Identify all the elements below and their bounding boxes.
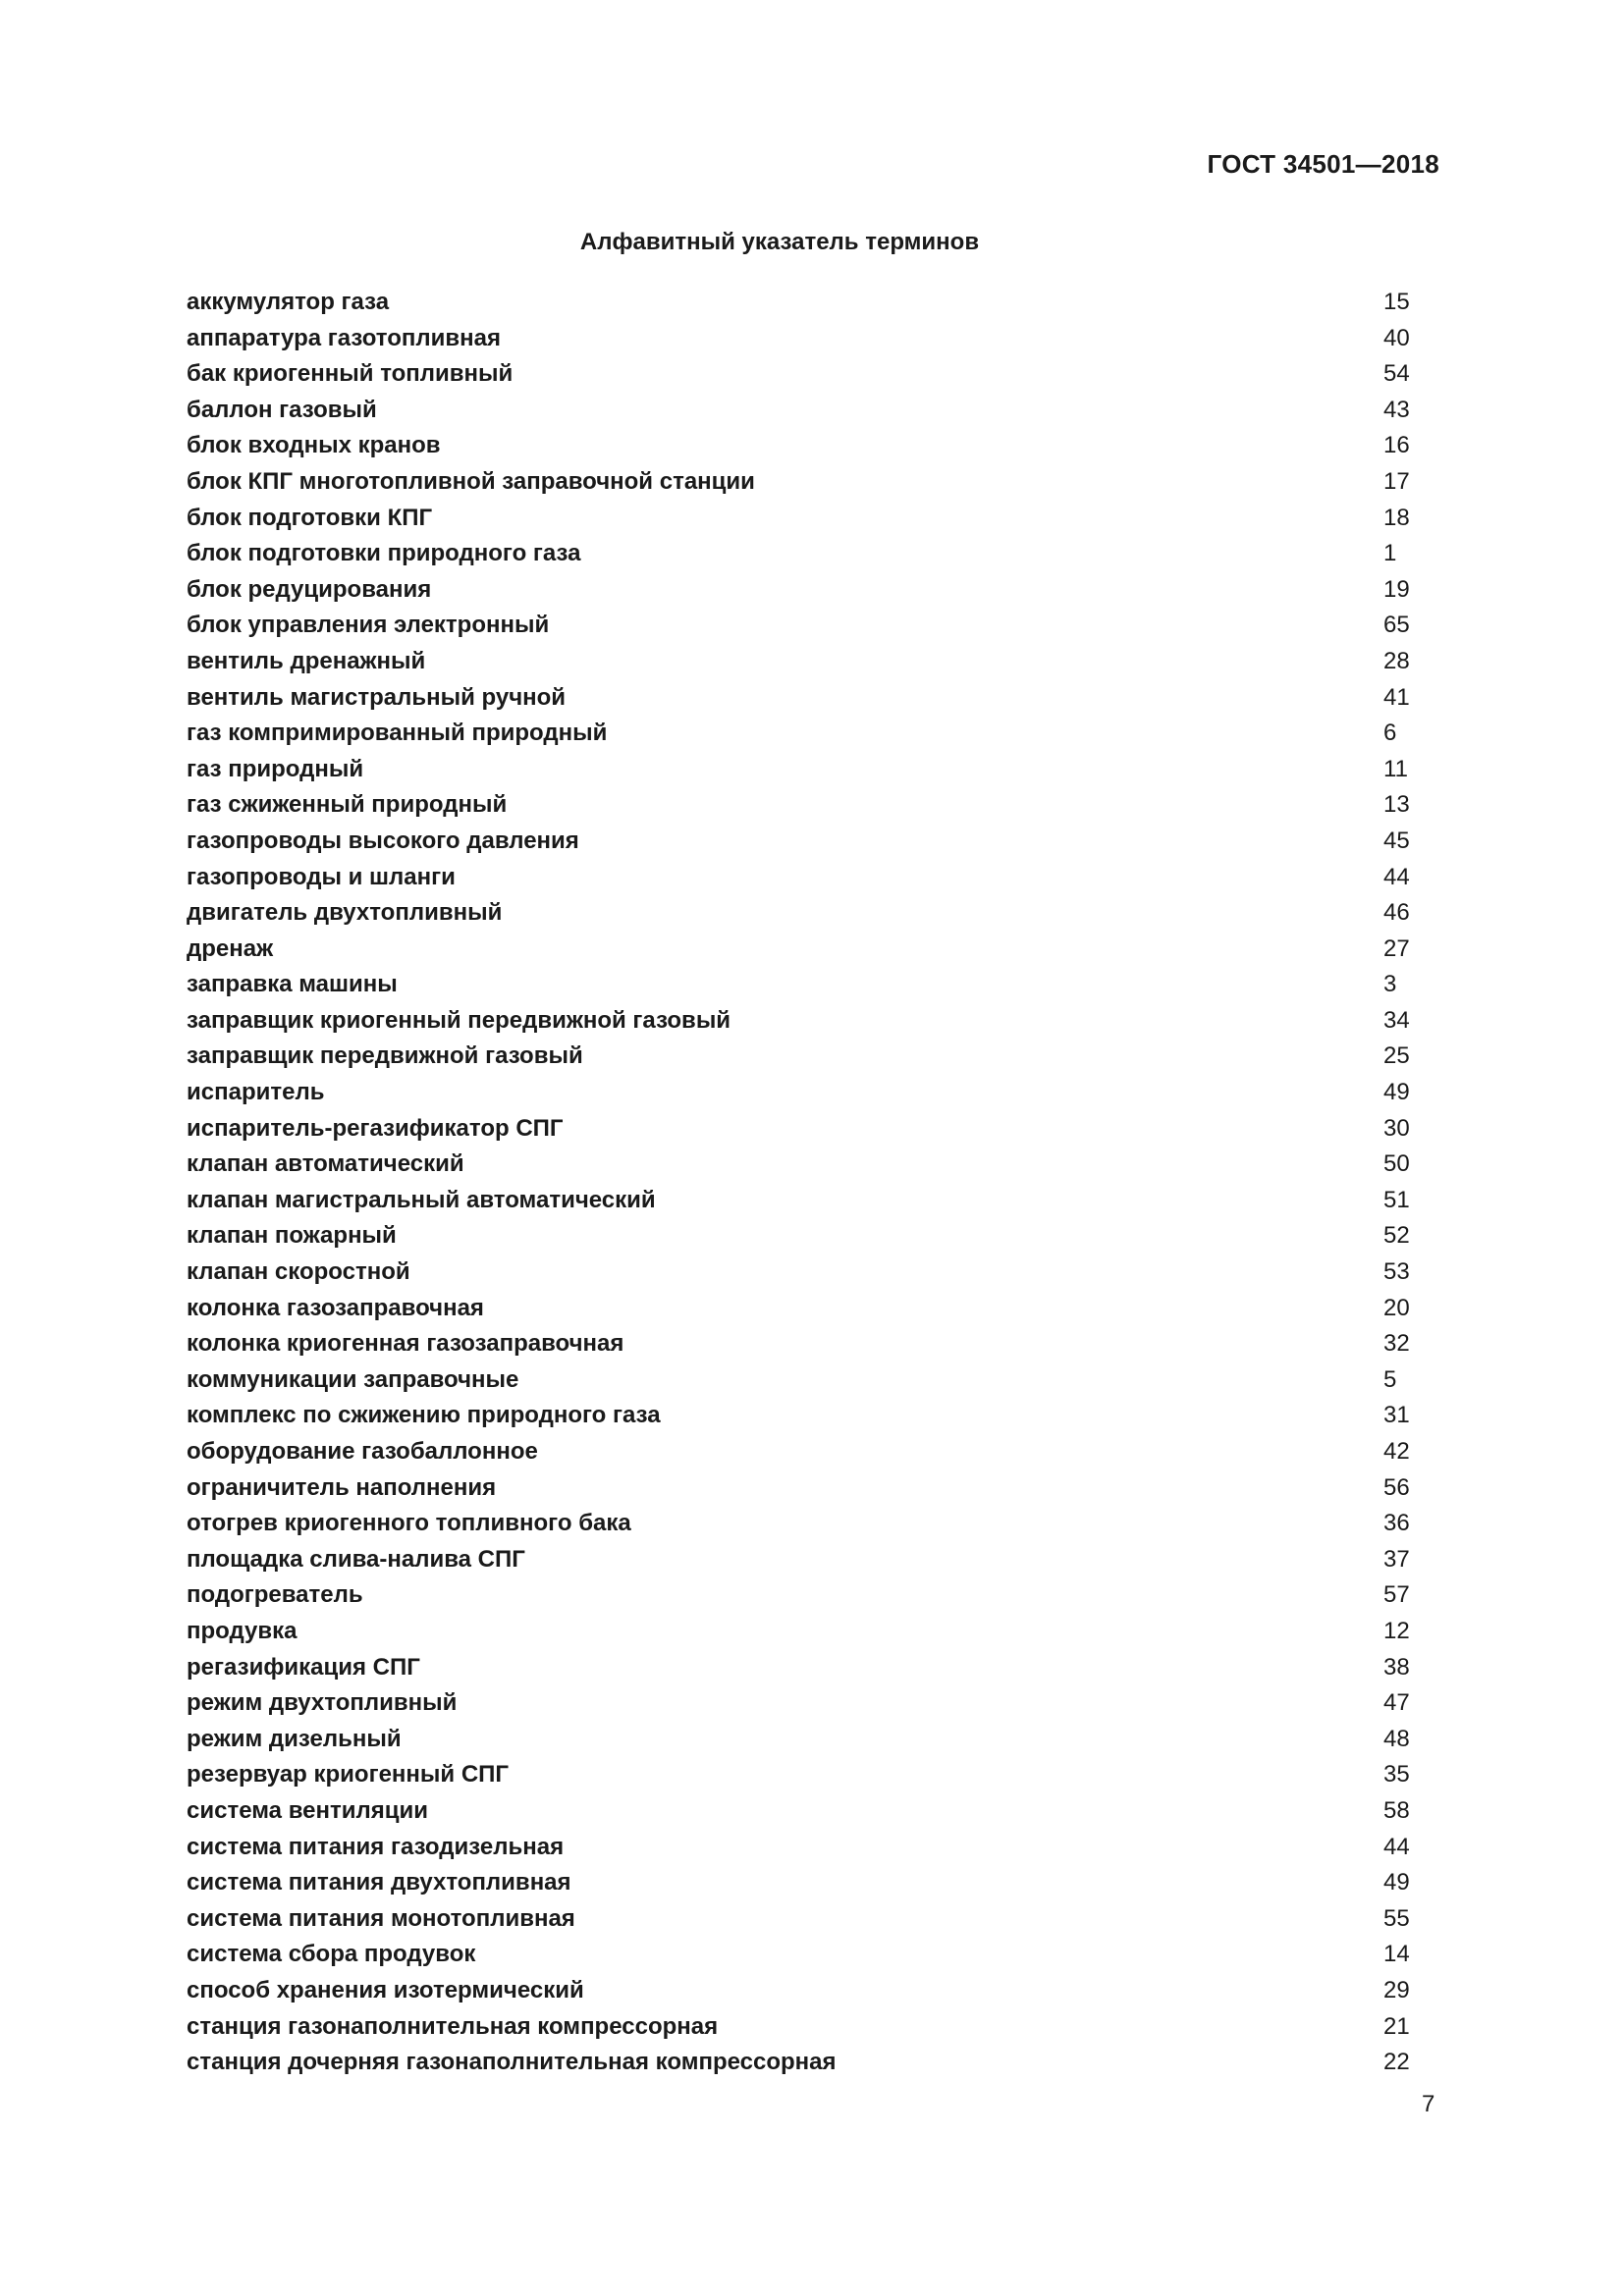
index-term-number: 5 <box>1383 1365 1397 1393</box>
index-term-number: 58 <box>1383 1796 1410 1824</box>
index-term-number: 44 <box>1383 863 1410 890</box>
index-term-number: 20 <box>1383 1294 1410 1321</box>
index-term: комплекс по сжижению природного газа <box>187 1402 661 1429</box>
index-entry <box>187 1506 1424 1542</box>
index-term: площадка слива-налива СПГ <box>187 1545 525 1573</box>
index-entry <box>187 1003 1424 1040</box>
index-term: блок КПГ многотопливной заправочной станции <box>187 467 755 495</box>
index-entry <box>187 1793 1424 1830</box>
index-term: газ компримированный природный <box>187 720 608 747</box>
index-term: газ природный <box>187 755 364 782</box>
index-term-number: 47 <box>1383 1689 1410 1717</box>
index-term: подогреватель <box>187 1581 363 1609</box>
index-entry <box>187 644 1424 680</box>
index-term: блок подготовки КПГ <box>187 504 433 531</box>
index-entry <box>187 716 1424 752</box>
index-entry <box>187 1398 1424 1434</box>
index-term-number: 17 <box>1383 467 1410 495</box>
index-term: дренаж <box>187 934 274 962</box>
index-term-number: 42 <box>1383 1438 1410 1465</box>
index-term: система сбора продувок <box>187 1941 476 1968</box>
index-entry <box>187 1830 1424 1866</box>
index-entry <box>187 1434 1424 1470</box>
index-entry <box>187 2009 1424 2046</box>
index-term-number: 29 <box>1383 1976 1410 2003</box>
index-entry <box>187 1326 1424 1362</box>
index-entry <box>187 572 1424 609</box>
index-term-number: 55 <box>1383 1904 1410 1932</box>
index-term: испаритель <box>187 1079 325 1106</box>
index-term-number: 19 <box>1383 575 1410 603</box>
index-entry <box>187 860 1424 896</box>
index-entry <box>187 1577 1424 1614</box>
index-term: аккумулятор газа <box>187 289 390 315</box>
index-term-number: 28 <box>1383 647 1410 674</box>
term-index-list <box>187 285 1424 2081</box>
index-term-number: 14 <box>1383 1941 1410 1968</box>
index-term-number: 43 <box>1383 396 1410 423</box>
index-entry <box>187 321 1424 357</box>
page-number: 7 <box>1422 2091 1435 2117</box>
index-term: блок входных кранов <box>187 432 441 459</box>
index-term: вентиль магистральный ручной <box>187 683 567 711</box>
index-term-number: 27 <box>1383 934 1410 962</box>
index-term-number: 51 <box>1383 1186 1410 1213</box>
index-term: станция газонаполнительная компрессорная <box>187 2012 719 2040</box>
index-term: баллон газовый <box>187 396 377 423</box>
index-term: газ сжиженный природный <box>187 791 508 819</box>
index-term-number: 11 <box>1383 755 1408 782</box>
index-term: заправка машины <box>187 971 398 998</box>
index-term: заправщик криогенный передвижной газовый <box>187 1006 731 1034</box>
index-term-number: 34 <box>1383 1006 1410 1034</box>
index-term: газопроводы и шланги <box>187 863 456 890</box>
index-term: коммуникации заправочные <box>187 1365 519 1393</box>
index-term: блок подготовки природного газа <box>187 540 581 567</box>
index-term: блок редуцирования <box>187 575 432 603</box>
index-term-number: 50 <box>1383 1150 1410 1178</box>
index-entry <box>187 1937 1424 1973</box>
index-term: система питания газодизельная <box>187 1833 565 1860</box>
index-entry <box>187 1218 1424 1255</box>
index-term: ограничитель наполнения <box>187 1473 497 1501</box>
index-term: заправщик передвижной газовый <box>187 1042 583 1070</box>
index-entry <box>187 2045 1424 2081</box>
index-term: вентиль дренажный <box>187 647 426 674</box>
index-entry <box>187 1722 1424 1758</box>
index-entry <box>187 680 1424 717</box>
index-entry <box>187 501 1424 537</box>
index-term: блок управления электронный <box>187 612 550 639</box>
index-entry <box>187 393 1424 429</box>
index-term-number: 54 <box>1383 360 1410 388</box>
index-term: регазификация СПГ <box>187 1653 420 1681</box>
index-entry <box>187 1075 1424 1111</box>
index-entry <box>187 1291 1424 1327</box>
index-term-number: 56 <box>1383 1473 1410 1501</box>
index-entry <box>187 895 1424 932</box>
document-code: ГОСТ 34501—2018 <box>1207 149 1439 179</box>
index-term-number: 37 <box>1383 1545 1410 1573</box>
index-term: станция дочерняя газонаполнительная компрессорная <box>187 2049 837 2076</box>
index-term-number: 41 <box>1383 683 1410 711</box>
index-entry <box>187 824 1424 860</box>
index-entry <box>187 464 1424 501</box>
index-term: отогрев криогенного топливного бака <box>187 1510 631 1537</box>
index-term: клапан автоматический <box>187 1150 464 1178</box>
index-term: испаритель-регазификатор СПГ <box>187 1114 564 1142</box>
index-term: газопроводы высокого давления <box>187 827 579 854</box>
index-term-number: 52 <box>1383 1222 1410 1250</box>
index-entry <box>187 1757 1424 1793</box>
index-term: система питания двухтопливная <box>187 1869 571 1896</box>
index-term-number: 40 <box>1383 324 1410 351</box>
index-entry <box>187 1039 1424 1075</box>
index-term-number: 12 <box>1383 1617 1410 1644</box>
index-entry <box>187 1865 1424 1901</box>
index-entry <box>187 967 1424 1003</box>
index-term: резервуар криогенный СПГ <box>187 1761 510 1789</box>
index-entry <box>187 1901 1424 1938</box>
index-entry <box>187 787 1424 824</box>
index-term: режим двухтопливный <box>187 1689 458 1717</box>
index-term-number: 3 <box>1383 971 1397 998</box>
index-entry <box>187 752 1424 788</box>
index-entry <box>187 608 1424 644</box>
index-term-number: 38 <box>1383 1653 1410 1681</box>
index-term-number: 30 <box>1383 1114 1410 1142</box>
index-term: колонка газозаправочная <box>187 1294 484 1321</box>
index-term: способ хранения изотермический <box>187 1976 584 2003</box>
index-entry <box>187 1542 1424 1578</box>
index-entry <box>187 1255 1424 1291</box>
index-term-number: 53 <box>1383 1258 1410 1286</box>
index-entry <box>187 1362 1424 1399</box>
index-term-number: 49 <box>1383 1079 1410 1106</box>
index-term: оборудование газобаллонное <box>187 1438 538 1465</box>
index-term: клапан магистральный автоматический <box>187 1186 656 1213</box>
index-term-number: 46 <box>1383 899 1410 927</box>
index-term: двигатель двухтопливный <box>187 899 503 927</box>
index-term-number: 16 <box>1383 432 1410 459</box>
index-entry <box>187 1973 1424 2009</box>
index-term-number: 35 <box>1383 1761 1410 1789</box>
index-term: колонка криогенная газозаправочная <box>187 1330 624 1358</box>
index-entry <box>187 1650 1424 1686</box>
index-term-number: 65 <box>1383 612 1410 639</box>
index-term-number: 49 <box>1383 1869 1410 1896</box>
index-term-number: 36 <box>1383 1510 1410 1537</box>
index-term: клапан скоростной <box>187 1258 410 1286</box>
index-term-number: 45 <box>1383 827 1410 854</box>
index-term: клапан пожарный <box>187 1222 397 1250</box>
index-term: продувка <box>187 1617 298 1644</box>
index-term-number: 44 <box>1383 1833 1410 1860</box>
index-entry <box>187 1470 1424 1507</box>
index-term: аппаратура газотопливная <box>187 324 501 351</box>
index-term-number: 22 <box>1383 2049 1410 2076</box>
index-term: система питания монотопливная <box>187 1904 575 1932</box>
index-entry <box>187 1183 1424 1219</box>
index-term: бак криогенный топливный <box>187 360 514 388</box>
index-term: режим дизельный <box>187 1725 402 1752</box>
index-term-number: 18 <box>1383 504 1410 531</box>
index-entry <box>187 932 1424 968</box>
index-term-number: 32 <box>1383 1330 1410 1358</box>
index-term-number: 48 <box>1383 1725 1410 1752</box>
index-entry <box>187 1147 1424 1183</box>
index-term-number: 13 <box>1383 791 1410 819</box>
index-term-number: 21 <box>1383 2012 1410 2040</box>
index-entry <box>187 285 1424 321</box>
index-term-number: 6 <box>1383 720 1397 747</box>
index-entry <box>187 1614 1424 1650</box>
index-term-number: 57 <box>1383 1581 1410 1609</box>
index-term-number: 15 <box>1383 289 1410 315</box>
index-title: Алфавитный указатель терминов <box>579 229 980 255</box>
index-entry <box>187 428 1424 464</box>
index-term-number: 31 <box>1383 1402 1410 1429</box>
index-term-number: 1 <box>1383 540 1397 567</box>
index-entry <box>187 1111 1424 1148</box>
index-entry <box>187 356 1424 393</box>
index-entry <box>187 1685 1424 1722</box>
index-term-number: 25 <box>1383 1042 1410 1070</box>
index-term: система вентиляции <box>187 1796 428 1824</box>
index-entry <box>187 536 1424 572</box>
